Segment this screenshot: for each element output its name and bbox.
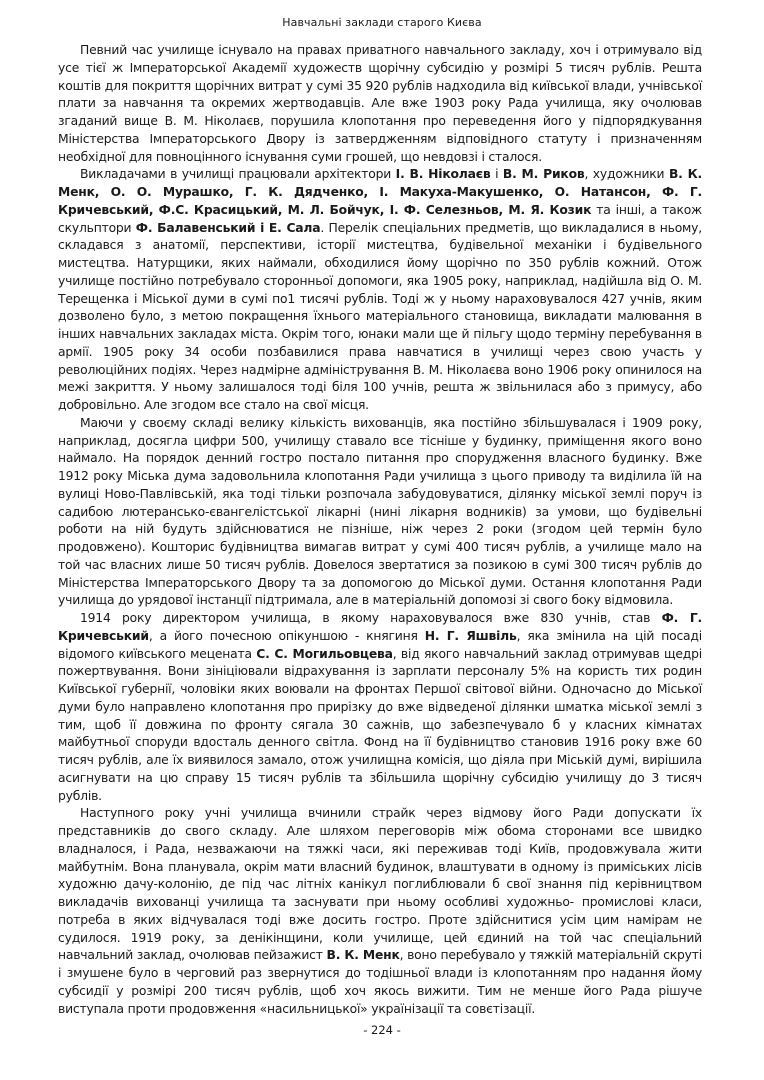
text-run: , а його почесною опікуншою - княгиня (148, 628, 425, 643)
paragraph (58, 805, 702, 1018)
paragraph (58, 42, 702, 166)
text-run: Викладачами в училищі працювали архітектори (80, 167, 396, 182)
page-number: - 224 - (363, 1023, 401, 1037)
text-run: Наступного року учні училища вчинили страйк через відмову його Ради допускати їх представників до свого складу. Але шляхом переговорів між обома сторонами все швидко владналося, і Рада, незважаючи на тяжкі часи, які переживав тоді Київ, продовжувала жити майбутнім. Вона планувала, окрім мати власний будинок, влаштувати в одному із приміських лісів художню дачу-колонію, де під час літніх канікул поглиблювали б свої знання під керівництвом викладачів вихованці училища та заснувати при ньому особливі художньо- промислові класи, потреба в яких відчувалася тоді вже досить гостро. Проте здійснитися усім цим намірам не судилося. 1919 року, за денікінщини, коли училище, цей єдиний на той час спеціальний навчальний заклад, очолював пейзажист (58, 806, 702, 963)
text-run: , воно перебувало у тяжкій матеріальній скруті і змушене було в черговий раз звернутися до тодішньої влади із клопотанням про надання йому субсидії у розмірі 200 тисяч рублів, щоб хоч якось вижити. Тим не менше його Рада рішуче виступала проти продовження «насильницької» українізації та совєтізації. (58, 948, 702, 1016)
text-run: , яка змінила на цій посаді відомого київського мецената (58, 628, 702, 661)
text-run: . Перелік спеціальних предметів, що викладалися в ньому, складався з анатомії, перспективи, історії мистецтва, будівельної механіки і будівельного мистецтва. Натурщики, яких наймали, обходилися йому щорічно по 350 рублів кожний. Отож училище постійно потребувало сторонньої допомоги, яка 1905 року, наприклад, надійшла від О. М. Терещенка і Міської думи в сумі по1 тисячі рублів. Тоді ж у ньому нараховувалося 427 учнів, яким дозволено було, з метою покращення їхнього матеріального становища, викладати малювання в інших навчальних закладах міста. Окрім того, юнаки мали ще й пільгу щодо терміну перебування в армії. 1905 року 34 особи позбавилися права навчатися в училищі через свою участь у революційних подіях. Через надмірне адміністрування В. М. Ніколаєва воно 1906 року опинилося на межі закриття. У ньому залишалося тоді біля 100 учнів, решта ж звільнилася або з примусу, або добровільно. Але згодом все стало на свої місця. (58, 220, 702, 412)
bold-name: Ф. Г. Кричевський (58, 611, 702, 643)
running-header: Навчальні заклади старого Києва (282, 16, 482, 29)
bold-name: Ф. Балавенський і Е. Сала (135, 220, 321, 235)
text-run: Певний час училище існувало на правах приватного навчального закладу, хоч і отримувало від усе тієї ж Імператорської Академії художеств щорічну субсидію у розмірі 5 тисяч рублів. Решта коштів для покриття щорічних витрат у сумі 35 920 рублів надходила від київської влади, учнівської плати за навчання та окремих жертводавців. Але вже 1903 року Рада училища, яку очолював згаданий вище В. М. Ніколаєв, порушила клопотання про переведення його у підпорядкування Міністерства Імператорського Двору із затвердженням відповідного статуту і призначенням необхідної для повноцінного існування суми грошей, що невдовзі і сталося. (58, 43, 702, 164)
bold-name: С. С. Могильовцева (256, 646, 393, 661)
bold-name: В. М. Риков (502, 167, 585, 182)
paragraph (58, 415, 702, 610)
bold-name: В. К. Менк, О. О. Мурашко, Г. К. Дядченко, І. Макуха-Макушенко, О. Натансон, Ф. Г. Кричевський, Ф.С. Красицький, М. Л. Бойчук, І. Ф. Селезньов, М. Я. Козик (58, 167, 702, 217)
text-run: , художники (584, 167, 669, 182)
text-run: і (490, 167, 503, 182)
bold-name: І. В. Ніколаєв (395, 167, 491, 182)
bold-name: Н. Г. Яшвіль (424, 628, 517, 643)
body-text (58, 42, 702, 1018)
text-run: Маючи у своєму складі велику кількість вихованців, яка постійно збільшувалася і 1909 року, наприклад, досягла цифри 500, училищу ставало все тісніше у будинку, приміщення якого воно наймало. На порядок денний гостро постало питання про спорудження власного будинку. Вже 1912 року Міська дума задовольнила клопотання Ради училища з цього приводу та виділила їй на вулиці Ново-Павлівській, яка тоді тільки розпочала забудовуватися, ділянку міської землі поруч із садибою лютерансько-євангелістської лікарні (нині лікарня водників) за умови, що будівельні роботи на ній будуть здійснюватися не пізніше, ніж через 2 роки (згодом цей термін було продовжено). Кошторис будівництва вимагав витрат у сумі 400 тисяч рублів, а училище мало на той час власних лише 50 тисяч рублів. Довелося звертатися за позикою в сумі 300 тисяч рублів до Міністерства Імператорського Двору та за допомогою до Міської думи. Остання клопотання Ради училища до урядової інстанції підтримала, але в матеріальній допомозі зі свого боку відмовила. (58, 415, 702, 608)
bold-name: В. К. Менк (326, 948, 400, 963)
text-run: , від якого навчальний заклад отримував щедрі пожертвування. Вони зініціювали відрахування із зарплати персоналу 5% на користь тих родин Київської губернії, чоловіки яких воювали на фронтах Першої світової війни. Одночасно до Міської думи було направлено клопотання про прирізку до вже відведеної ділянки шматка міської землі з тим, щоб її довжина по фронту сягала 30 сажнів, що забезпечувало б у класних кімнатах майбутньої споруди вдосталь денного світла. Фонд на її будівництво становив 1916 року вже 60 тисяч рублів, але їх виявилося замало, отож училищна комісія, що діяла при Міській думі, вирішила асигнувати на цю справу 15 тисяч рублів та збільшила щорічну субсидію училищу до 3 тисяч рублів. (58, 646, 702, 803)
text-run: та інші, а також скульптори (58, 202, 702, 235)
text-run: 1914 року директором училища, в якому нараховувалося вже 830 учнів, став (80, 611, 662, 625)
paragraph (58, 610, 702, 805)
paragraph (58, 166, 702, 415)
